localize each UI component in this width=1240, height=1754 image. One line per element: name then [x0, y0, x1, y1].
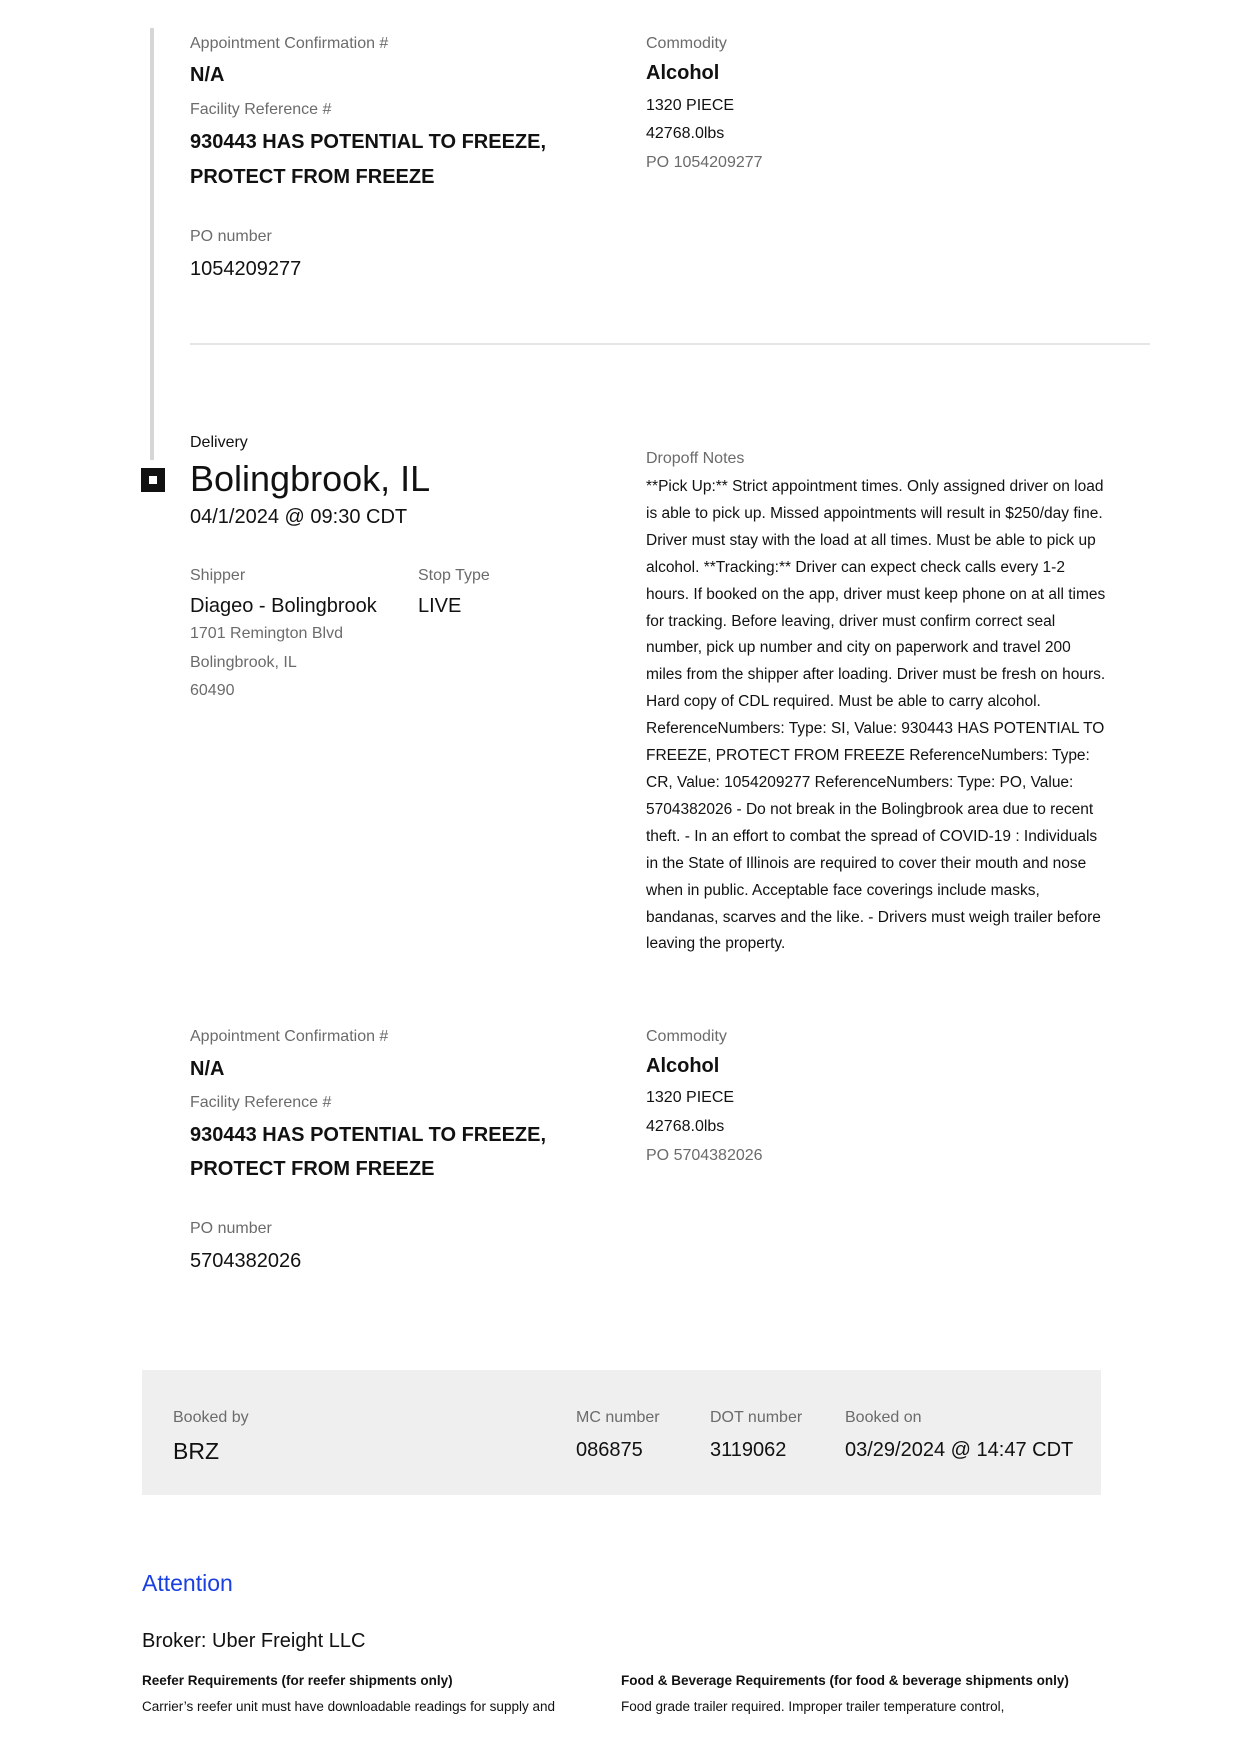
pickup-facility-reference-line1: 930443 HAS POTENTIAL TO FREEZE, [190, 131, 547, 153]
booked-by-label: Booked by [173, 1409, 249, 1426]
delivery-commodity-name: Alcohol [646, 1055, 720, 1077]
delivery-city: Bolingbrook, IL [190, 458, 431, 499]
shipper-name: Diageo - Bolingbrook [190, 595, 377, 617]
delivery-appointment-confirmation-value: N/A [190, 1058, 225, 1080]
shipper-label: Shipper [190, 567, 246, 584]
pickup-facility-reference-line2: PROTECT FROM FREEZE [190, 166, 435, 188]
booked-by-value: BRZ [173, 1438, 219, 1464]
booked-on-label: Booked on [845, 1409, 922, 1426]
pickup-commodity-label: Commodity [646, 35, 727, 52]
delivery-facility-reference-line2: PROTECT FROM FREEZE [190, 1158, 435, 1180]
shipper-address-zip: 60490 [190, 682, 235, 699]
reefer-requirements-title: Reefer Requirements (for reefer shipments only) [142, 1673, 453, 1688]
delivery-commodity-quantity: 1320 PIECE [646, 1089, 735, 1106]
food-requirements-text: Food grade trailer required. Improper trailer temperature control, [621, 1699, 1005, 1714]
delivery-datetime: 04/1/2024 @ 09:30 CDT [190, 506, 408, 528]
dot-number-label: DOT number [710, 1409, 803, 1426]
dropoff-notes-label: Dropoff Notes [646, 450, 745, 467]
reefer-requirements-text: Carrier’s reefer unit must have downloadable readings for supply and [142, 1699, 555, 1714]
pickup-appointment-confirmation-label: Appointment Confirmation # [190, 35, 389, 52]
delivery-appointment-confirmation-label: Appointment Confirmation # [190, 1028, 389, 1045]
pickup-po-number-label: PO number [190, 228, 272, 245]
stop-timeline [150, 28, 154, 460]
pickup-commodity-weight: 42768.0lbs [646, 125, 725, 142]
stop-type-value: LIVE [418, 595, 462, 617]
pickup-appointment-confirmation-value: N/A [190, 64, 225, 86]
booking-info-panel [142, 1370, 1101, 1495]
pickup-po-number-value: 1054209277 [190, 258, 302, 280]
mc-number-label: MC number [576, 1409, 660, 1426]
food-requirements-title: Food & Beverage Requirements (for food & beverage shipments only) [621, 1673, 1069, 1688]
delivery-po-number-label: PO number [190, 1220, 272, 1237]
pickup-commodity-po: PO 1054209277 [646, 154, 763, 171]
pickup-commodity-name: Alcohol [646, 62, 720, 84]
pickup-facility-reference-label: Facility Reference # [190, 101, 332, 118]
delivery-facility-reference-line1: 930443 HAS POTENTIAL TO FREEZE, [190, 1124, 547, 1146]
delivery-stop-label: Delivery [190, 434, 248, 451]
delivery-po-number-value: 5704382026 [190, 1250, 302, 1272]
delivery-facility-reference-label: Facility Reference # [190, 1094, 332, 1111]
dot-number-value: 3119062 [710, 1439, 787, 1461]
section-divider [190, 343, 1150, 345]
shipper-address-line2: Bolingbrook, IL [190, 654, 297, 671]
mc-number-value: 086875 [576, 1439, 643, 1461]
delivery-commodity-po: PO 5704382026 [646, 1147, 763, 1164]
broker-name: Broker: Uber Freight LLC [142, 1630, 366, 1652]
stop-type-label: Stop Type [418, 567, 490, 584]
shipper-address-line1: 1701 Remington Blvd [190, 625, 343, 642]
delivery-commodity-weight: 42768.0lbs [646, 1118, 725, 1135]
booked-on-value: 03/29/2024 @ 14:47 CDT [845, 1439, 1074, 1461]
dropoff-notes: **Pick Up:** Strict appointment times. Only assigned driver on load is able to pick up. Missed appointments will result in $250/day fine. Driver must stay with the load at all times. Must be able to pick up alcohol. **Tracking:** Driver can expect check calls every 1-2 hours. If booked on the app, driver must keep phone on at all times for tracking. Before leaving, driver must confirm correct seal number, pick up number and city on paperwork and travel 200 miles from the shipper after loading. Driver must be fresh on hours. Hard copy of CDL required. Must be able to carry alcohol. ReferenceNumbers: Type: SI, Value: 930443 HAS POTENTIAL TO FREEZE, PROTECT FROM FREEZE ReferenceNumbers: Type: CR, Value: 1054209277 ReferenceNumbers: Type: PO, Value: 5704382026 - Do not break in the Bolingbrook area due to recent theft. - In an effort to combat the spread of COVID-19 : Individuals in the State of Illinois are required to cover their mouth and nose when in public. Acceptable face coverings include masks, bandanas, scarves and the like. - Drivers must weigh trailer before leaving the property. [646, 478, 1106, 953]
delivery-commodity-label: Commodity [646, 1028, 727, 1045]
pickup-commodity-quantity: 1320 PIECE [646, 97, 735, 114]
stop-square-icon [141, 468, 165, 492]
attention-heading: Attention [142, 1570, 233, 1596]
